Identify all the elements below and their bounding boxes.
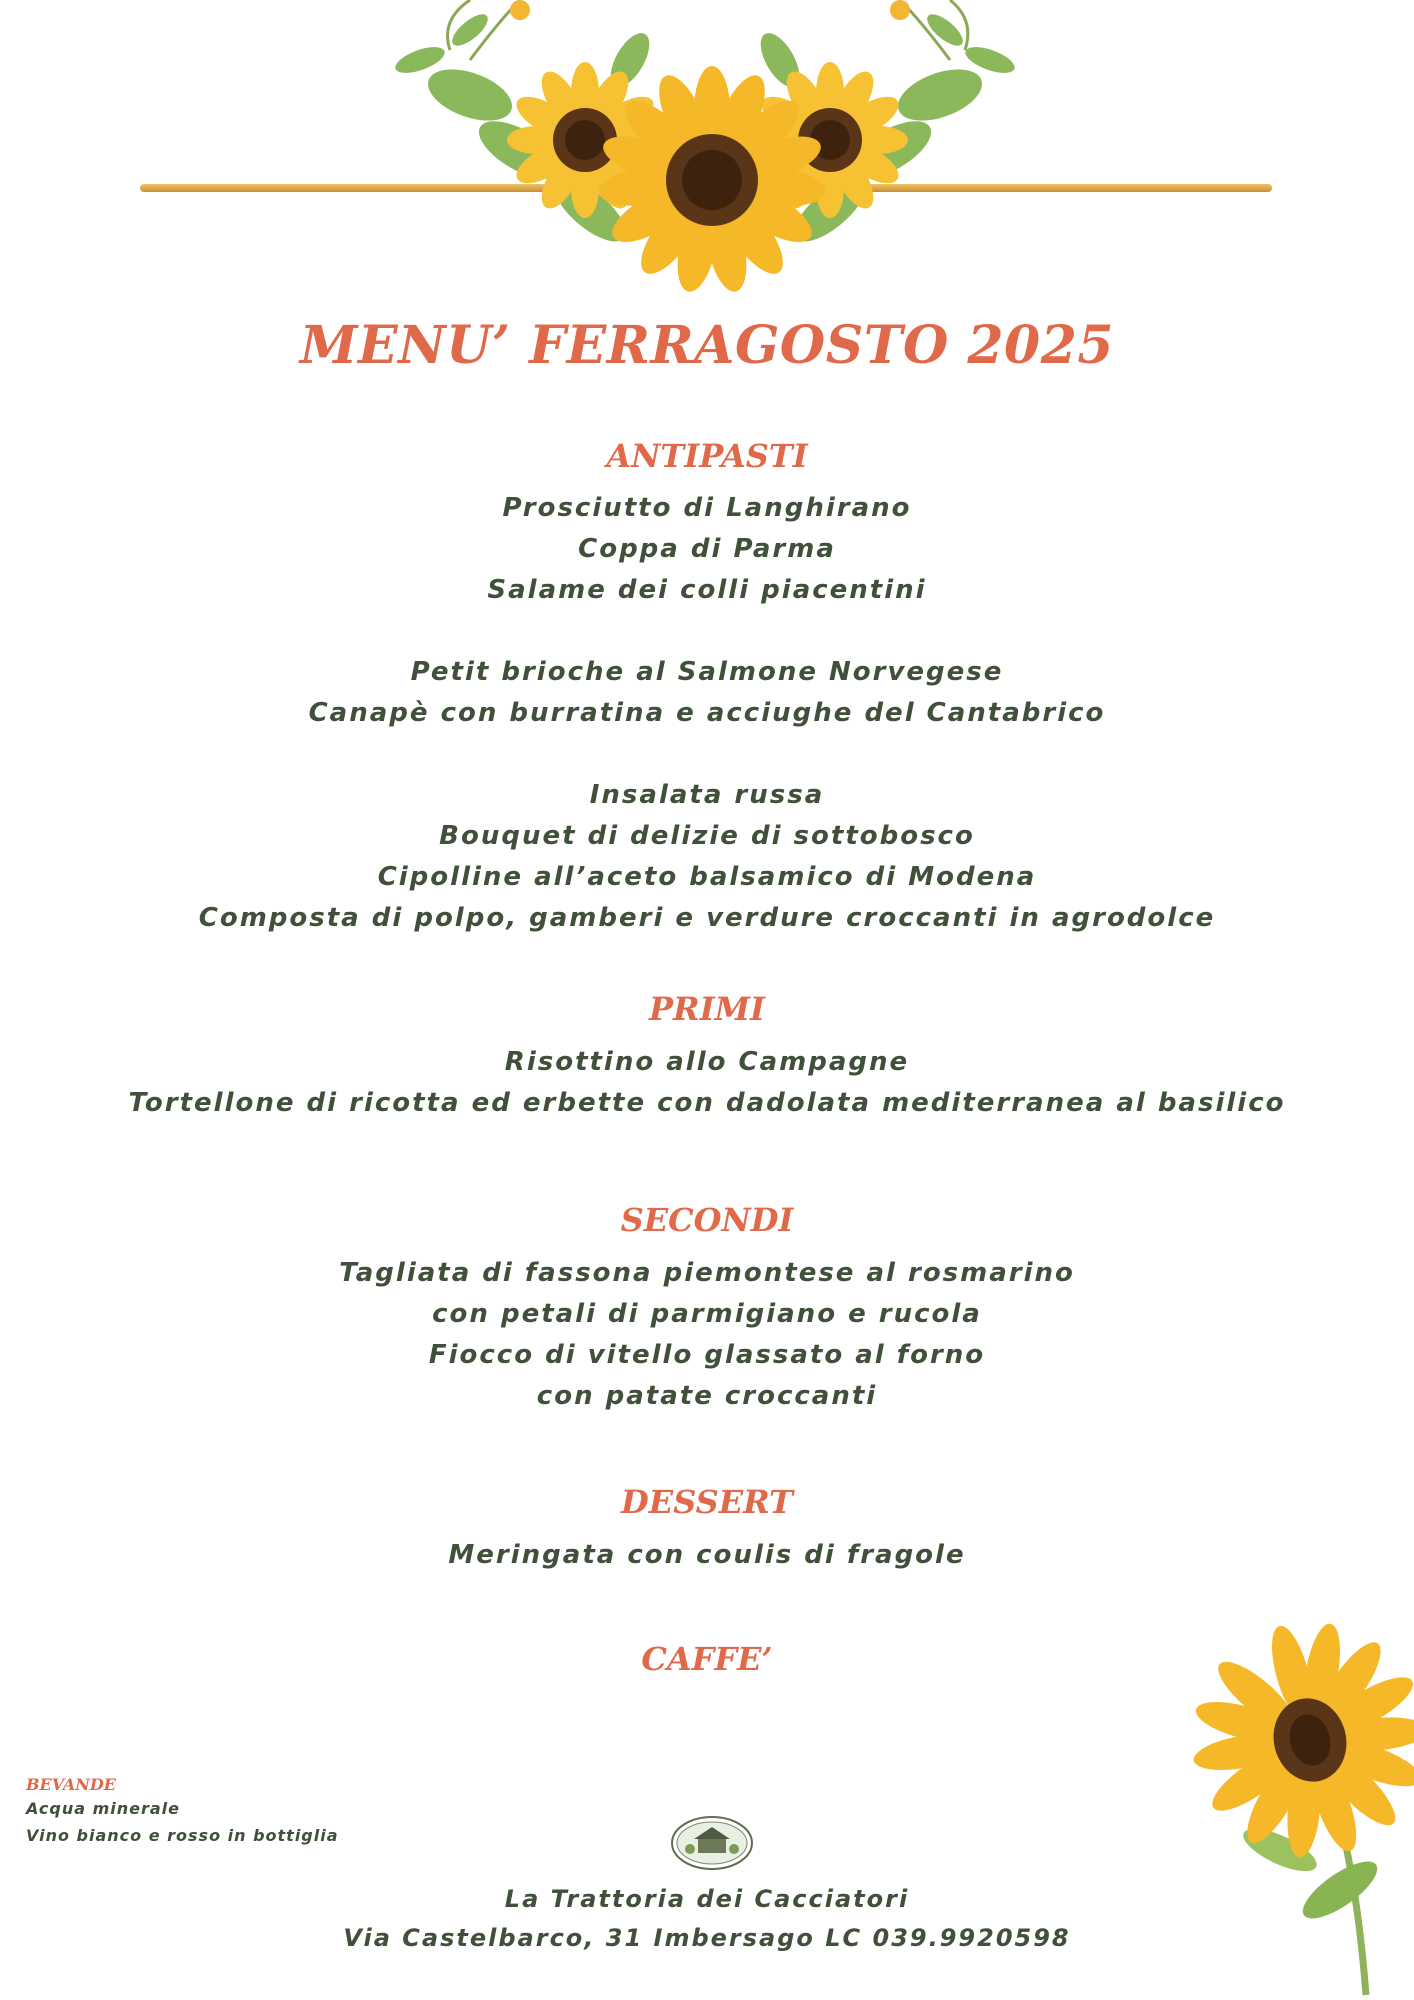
- page-title: MENU’ FERRAGOSTO 2025: [299, 315, 1115, 376]
- restaurant-name: La Trattoria dei Cacciatori: [504, 1885, 910, 1913]
- menu-item: Risottino allo Campagne: [504, 1047, 910, 1077]
- trattoria-logo-icon: [670, 1815, 754, 1871]
- menu-item: Tagliata di fassona piemontese al rosmarino: [339, 1258, 1075, 1288]
- restaurant-address: Via Castelbarco, 31 Imbersago LC 039.9920598: [343, 1924, 1071, 1952]
- menu-item: Petit brioche al Salmone Norvegese: [410, 657, 1004, 687]
- section-heading-secondi: SECONDI: [620, 1201, 794, 1239]
- section-heading-antipasti: ANTIPASTI: [606, 437, 808, 475]
- section-heading-caffe: CAFFE’: [641, 1640, 773, 1678]
- menu-item: Insalata russa: [589, 780, 825, 810]
- menu-item: Bouquet di delizie di sottobosco: [439, 821, 975, 851]
- menu-item: Cipolline all’aceto balsamico di Modena: [377, 862, 1037, 892]
- menu-item: Salame dei colli piacentini: [487, 575, 927, 605]
- menu-item: Prosciutto di Langhirano: [502, 493, 912, 523]
- menu-item: con petali di parmigiano e rucola: [432, 1299, 982, 1329]
- menu-item: Composta di polpo, gamberi e verdure croccanti in agrodolce: [198, 903, 1216, 933]
- menu-item: Fiocco di vitello glassato al forno: [428, 1340, 986, 1370]
- section-heading-primi: PRIMI: [648, 990, 765, 1028]
- menu-item: con patate croccanti: [536, 1381, 878, 1411]
- section-heading-dessert: DESSERT: [621, 1483, 793, 1521]
- menu-item: Tortellone di ricotta ed erbette con dadolata mediterranea al basilico: [128, 1088, 1286, 1118]
- bevande-item: Acqua minerale: [26, 1799, 181, 1818]
- menu-item: Coppa di Parma: [578, 534, 836, 564]
- bevande-item: Vino bianco e rosso in bottiglia: [26, 1826, 339, 1845]
- sunflower-garland-icon: [0, 0, 1414, 320]
- bevande-heading: BEVANDE: [26, 1775, 116, 1794]
- sunflower-icon: [1170, 1590, 1414, 2000]
- menu-item: Meringata con coulis di fragole: [448, 1540, 966, 1570]
- menu-item: Canapè con burratina e acciughe del Cantabrico: [308, 698, 1106, 728]
